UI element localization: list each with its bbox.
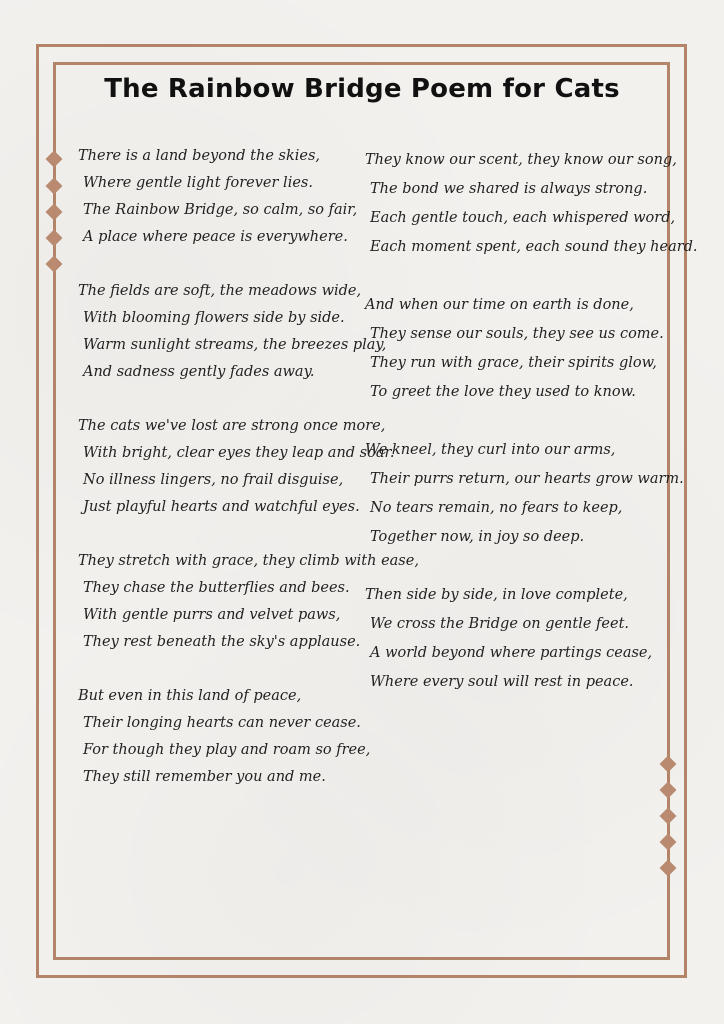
poem-line: They know our scent, they know our song,: [365, 152, 677, 168]
poem-line: Where gentle light forever lies.: [83, 175, 313, 191]
poem-stanza: [365, 291, 698, 407]
poem-line: We kneel, they curl into our arms,: [365, 442, 616, 458]
page-title: The Rainbow Bridge Poem for Cats: [104, 74, 620, 104]
poem-line: Where every soul will rest in peace.: [370, 674, 634, 690]
poem-line: Just playful hearts and watchful eyes.: [83, 499, 360, 515]
poem-line: They rest beneath the sky's applause.: [83, 634, 361, 650]
poem-line: No illness lingers, no frail disguise,: [83, 472, 344, 488]
poem-line: They stretch with grace, they climb with ease,: [78, 553, 419, 569]
poem-line: And when our time on earth is done,: [365, 297, 634, 313]
poem-line: Their purrs return, our hearts grow warm.: [370, 471, 684, 487]
poem-line: The fields are soft, the meadows wide,: [78, 283, 362, 299]
poem-line: They run with grace, their spirits glow,: [370, 355, 657, 371]
poem-line: And sadness gently fades away.: [83, 364, 315, 380]
poem-line: To greet the love they used to know.: [370, 384, 636, 400]
poem-line: The cats we've lost are strong once more,: [78, 418, 386, 434]
poem-right-column: [365, 146, 698, 726]
poem-stanza: [365, 581, 698, 697]
poem-line: The bond we shared is always strong.: [370, 181, 648, 197]
poem-line: A place where peace is everywhere.: [83, 229, 348, 245]
poem-line: They sense our souls, they see us come.: [370, 326, 664, 342]
poem-line: Each gentle touch, each whispered word,: [370, 210, 676, 226]
poem-line: There is a land beyond the skies,: [78, 148, 321, 164]
poem-line: No tears remain, no fears to keep,: [370, 500, 623, 516]
poem-line: They still remember you and me.: [83, 769, 326, 785]
poem-line: With blooming flowers side by side.: [83, 310, 345, 326]
poem-line: With bright, clear eyes they leap and soar.: [83, 445, 395, 461]
poem-line: But even in this land of peace,: [78, 688, 302, 704]
poem-line: With gentle purrs and velvet paws,: [83, 607, 341, 623]
poem-line: For though they play and roam so free,: [83, 742, 371, 758]
poem-line: Warm sunlight streams, the breezes play,: [83, 337, 387, 353]
poem-line: They chase the butterflies and bees.: [83, 580, 350, 596]
poem-line: Each moment spent, each sound they heard.: [370, 239, 698, 255]
poem-stanza: [365, 146, 698, 262]
poem-line: We cross the Bridge on gentle feet.: [370, 616, 630, 632]
poem-stanza: [365, 436, 698, 552]
poem-line: Then side by side, in love complete,: [365, 587, 628, 603]
poem-line: Their longing hearts can never cease.: [83, 715, 361, 731]
poem-line: Together now, in joy so deep.: [370, 529, 585, 545]
poem-line: A world beyond where partings cease,: [370, 645, 653, 661]
poem-line: The Rainbow Bridge, so calm, so fair,: [83, 202, 358, 218]
